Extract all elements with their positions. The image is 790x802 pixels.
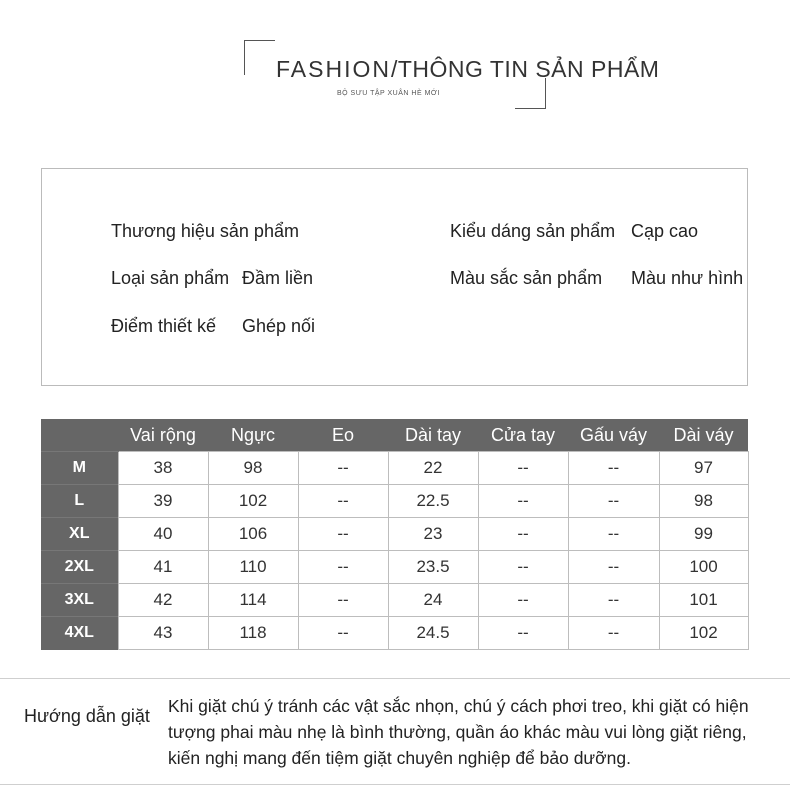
design-label: Điểm thiết kế <box>111 316 217 336</box>
column-header: Dài tay <box>388 419 478 452</box>
table-cell: 23.5 <box>388 551 478 584</box>
table-cell: 24 <box>388 584 478 617</box>
table-cell: -- <box>568 518 659 551</box>
table-cell: -- <box>478 584 568 617</box>
wash-guide-text: Khi giặt chú ý tránh các vật sắc nhọn, chú ý cách phơi treo, khi giặt có hiện tượng phai màu nhẹ là bình thường, quần áo khác màu vui lòng giặt riêng, kiến nghị mang đến tiệm giặt chuyên nghiệp để bảo dưỡng. <box>168 696 749 768</box>
table-cell: -- <box>568 584 659 617</box>
table-cell: -- <box>478 485 568 518</box>
page-title <box>276 56 660 83</box>
page-subtitle: BỘ SƯU TẬP XUÂN HÈ MỚI <box>337 90 440 97</box>
table-cell: 24.5 <box>388 617 478 650</box>
table-cell: -- <box>478 551 568 584</box>
style-label: Kiểu dáng sản phẩm <box>450 221 616 241</box>
table-cell: 98 <box>659 485 748 518</box>
table-cell: 97 <box>659 452 748 485</box>
title-text: THÔNG TIN SẢN PHẨM <box>397 56 660 82</box>
design-value: Ghép nối <box>242 316 316 336</box>
table-cell: 114 <box>208 584 298 617</box>
table-cell: -- <box>568 551 659 584</box>
table-cell: -- <box>568 485 659 518</box>
column-header: Eo <box>298 419 388 452</box>
table-cell: -- <box>568 452 659 485</box>
table-row <box>41 485 748 518</box>
table-cell: 101 <box>659 584 748 617</box>
table-cell: 43 <box>118 617 208 650</box>
size-label: M <box>41 452 118 485</box>
size-label: 3XL <box>41 584 118 617</box>
table-cell: 98 <box>208 452 298 485</box>
table-cell: -- <box>298 452 388 485</box>
table-cell: 99 <box>659 518 748 551</box>
style-value: Cạp cao <box>631 221 699 241</box>
section-divider <box>0 678 790 679</box>
table-row <box>41 584 748 617</box>
table-cell: -- <box>298 584 388 617</box>
size-label: L <box>41 485 118 518</box>
column-header <box>41 419 118 452</box>
wash-guide-label: Hướng dẫn giặt <box>24 706 150 726</box>
brand-name: FASHION <box>276 56 391 82</box>
table-cell: 39 <box>118 485 208 518</box>
table-cell: -- <box>478 452 568 485</box>
table-cell: 110 <box>208 551 298 584</box>
type-label: Loại sản phẩm <box>111 268 230 288</box>
table-cell: -- <box>298 485 388 518</box>
table-row <box>41 617 748 650</box>
table-cell: -- <box>298 551 388 584</box>
size-table-header-row <box>41 419 748 452</box>
product-info-box <box>41 168 748 386</box>
title-separator: / <box>390 56 398 82</box>
table-cell: -- <box>478 617 568 650</box>
color-value: Màu như hình <box>631 268 744 288</box>
table-cell: 102 <box>208 485 298 518</box>
table-row <box>41 518 748 551</box>
column-header: Cửa tay <box>478 419 568 452</box>
table-cell: -- <box>568 617 659 650</box>
table-cell: 23 <box>388 518 478 551</box>
column-header: Dài váy <box>659 419 748 452</box>
table-cell: 100 <box>659 551 748 584</box>
table-cell: 40 <box>118 518 208 551</box>
size-label: 4XL <box>41 617 118 650</box>
table-cell: 106 <box>208 518 298 551</box>
section-divider <box>0 784 790 785</box>
table-cell: 42 <box>118 584 208 617</box>
type-value: Đầm liền <box>242 268 314 288</box>
table-cell: 38 <box>118 452 208 485</box>
size-label: XL <box>41 518 118 551</box>
table-cell: 22.5 <box>388 485 478 518</box>
column-header: Gấu váy <box>568 419 659 452</box>
header-corner-top-left <box>244 40 275 75</box>
table-cell: -- <box>298 518 388 551</box>
table-row <box>41 452 748 485</box>
color-label: Màu sắc sản phẩm <box>450 268 603 288</box>
table-cell: 41 <box>118 551 208 584</box>
size-label: 2XL <box>41 551 118 584</box>
table-cell: -- <box>478 518 568 551</box>
table-cell: 22 <box>388 452 478 485</box>
table-row <box>41 551 748 584</box>
size-table <box>41 419 749 650</box>
column-header: Vai rộng <box>118 419 208 452</box>
table-cell: -- <box>298 617 388 650</box>
table-cell: 102 <box>659 617 748 650</box>
column-header: Ngực <box>208 419 298 452</box>
table-cell: 118 <box>208 617 298 650</box>
brand-label: Thương hiệu sản phẩm <box>111 221 299 241</box>
